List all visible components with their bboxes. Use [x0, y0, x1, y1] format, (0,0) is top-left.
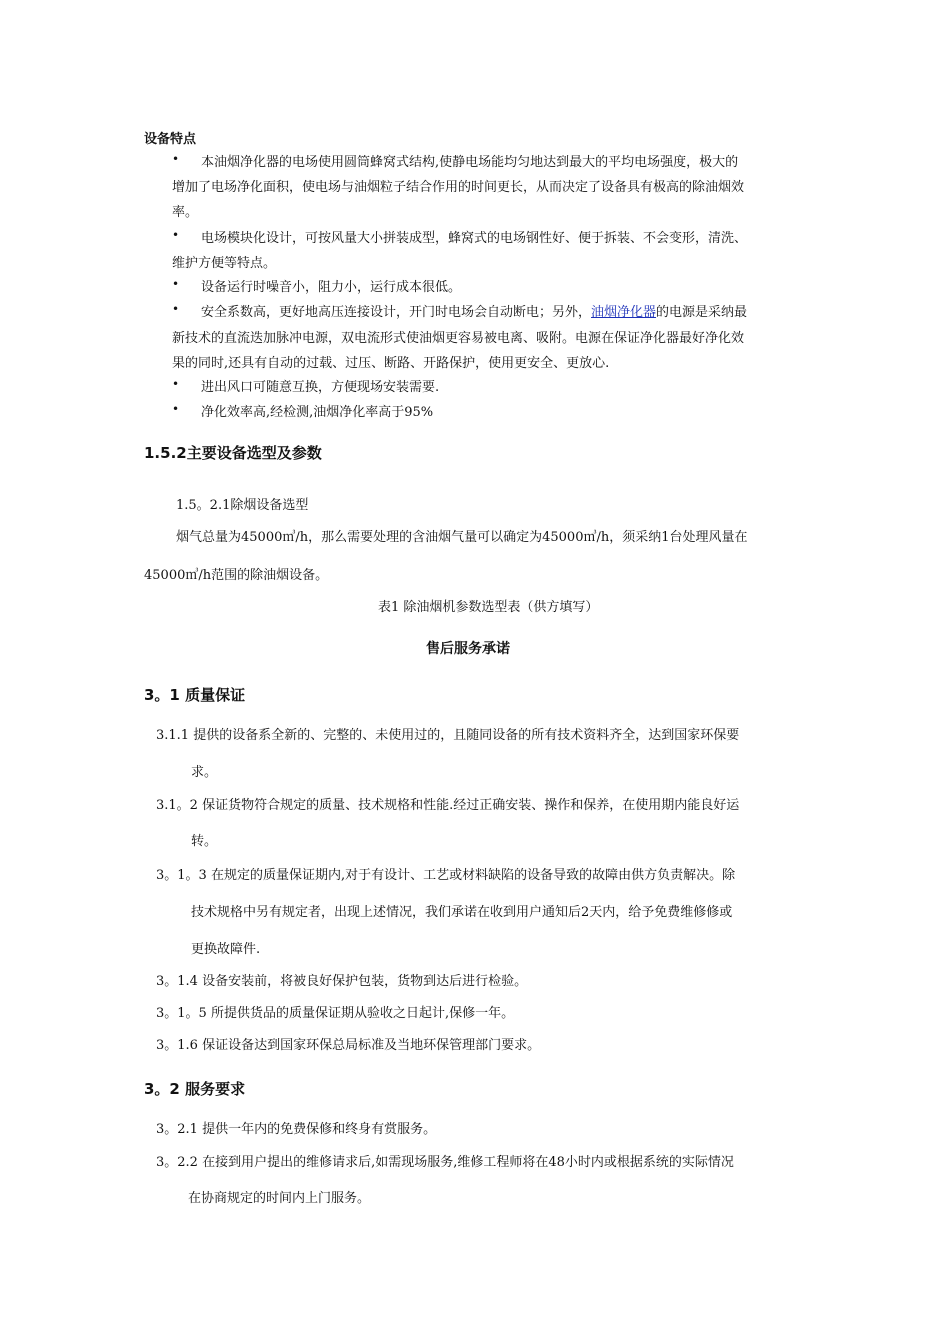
table-caption: 表1 除油烟机参数选型表（供方填写）	[378, 600, 599, 615]
sub-heading: 1.5。2.1除烟设备选型	[176, 498, 309, 513]
oil-fume-purifier-link[interactable]: 油烟净化器	[591, 305, 657, 320]
feature-line: 净化效率高,经检测,油烟净化率高于95%	[201, 405, 434, 420]
feature-line	[201, 301, 747, 320]
item-line: 3。2.1 提供一年内的免费保修和终身有赏服务。	[156, 1122, 437, 1137]
bullet-icon: •	[172, 377, 180, 391]
feature-line: 设备运行时噪音小，阻力小，运行成本很低。	[201, 280, 462, 295]
item-line: 在协商规定的时间内上门服务。	[188, 1191, 371, 1206]
item-line: 3.1.1 提供的设备系全新的、完整的、未使用过的，且随同设备的所有技术资料齐全，达到国家环保要	[156, 728, 740, 743]
feature-line: 本油烟净化器的电场使用圆筒蜂窝式结构,使静电场能均匀地达到最大的平均电场强度，极大的	[201, 155, 739, 170]
feature-text: 的电源是采纳最	[656, 305, 748, 320]
item-line: 3。1.4 设备安装前，将被良好保护包装，货物到达后进行检验。	[156, 974, 528, 989]
after-sales-title: 售后服务承诺	[426, 641, 510, 657]
paragraph-line: 45000㎥/h范围的除油烟设备。	[144, 568, 329, 583]
item-line: 转。	[191, 834, 218, 849]
item-line: 求。	[191, 765, 218, 780]
feature-line: 新技术的直流迭加脉冲电源，双电流形式使油烟更容易被电离、吸附。电源在保证净化器最好净化效	[172, 331, 745, 346]
feature-line: 进出风口可随意互换，方便现场安装需要.	[201, 380, 440, 395]
item-line: 3。1。3 在规定的质量保证期内,对于有设计、工艺或材料缺陷的设备导致的故障由供方负责解决。除	[156, 868, 736, 883]
paragraph-line: 烟气总量为45000㎥/h，那么需要处理的含油烟气量可以确定为45000㎥/h，须采纳1台处理风量在	[176, 530, 748, 545]
features-title: 设备特点	[144, 132, 197, 147]
section-heading: 3。1 质量保证	[144, 686, 246, 704]
item-line: 3。1。5 所提供货品的质量保证期从验收之日起计,保修一年。	[156, 1006, 515, 1021]
bullet-icon: •	[172, 302, 180, 316]
section-heading: 1.5.2主要设备选型及参数	[144, 444, 322, 462]
section-heading: 3。2 服务要求	[144, 1080, 246, 1098]
feature-line: 率。	[172, 205, 199, 220]
feature-line: 电场模块化设计，可按风量大小拼装成型，蜂窝式的电场钢性好、便于拆装、不会变形，清洗、	[201, 231, 748, 246]
bullet-icon: •	[172, 228, 180, 242]
feature-line: 果的同时,还具有自动的过载、过压、断路、开路保护，使用更安全、更放心.	[172, 356, 610, 371]
item-line: 更换故障件.	[191, 942, 261, 957]
item-line: 技术规格中另有规定者，出现上述情况，我们承诺在收到用户通知后2天内，给予免费维修修或	[191, 905, 733, 920]
bullet-icon: •	[172, 277, 180, 291]
item-line: 3。2.2 在接到用户提出的维修请求后,如需现场服务,维修工程师将在48小时内或根据系统的实际情况	[156, 1155, 734, 1170]
bullet-icon: •	[172, 402, 180, 416]
item-line: 3。1.6 保证设备达到国家环保总局标准及当地环保管理部门要求。	[156, 1038, 541, 1053]
item-line: 3.1。2 保证货物符合规定的质量、技术规格和性能.经过正确安装、操作和保养，在使用期内能良好运	[156, 798, 740, 813]
feature-line: 维护方便等特点。	[172, 256, 277, 271]
bullet-icon: •	[172, 152, 180, 166]
feature-text: 安全系数高，更好地高压连接设计，开门时电场会自动断电；另外，	[201, 305, 592, 320]
feature-line: 增加了电场净化面积，使电场与油烟粒子结合作用的时间更长，从而决定了设备具有极高的除油烟效	[172, 180, 745, 195]
